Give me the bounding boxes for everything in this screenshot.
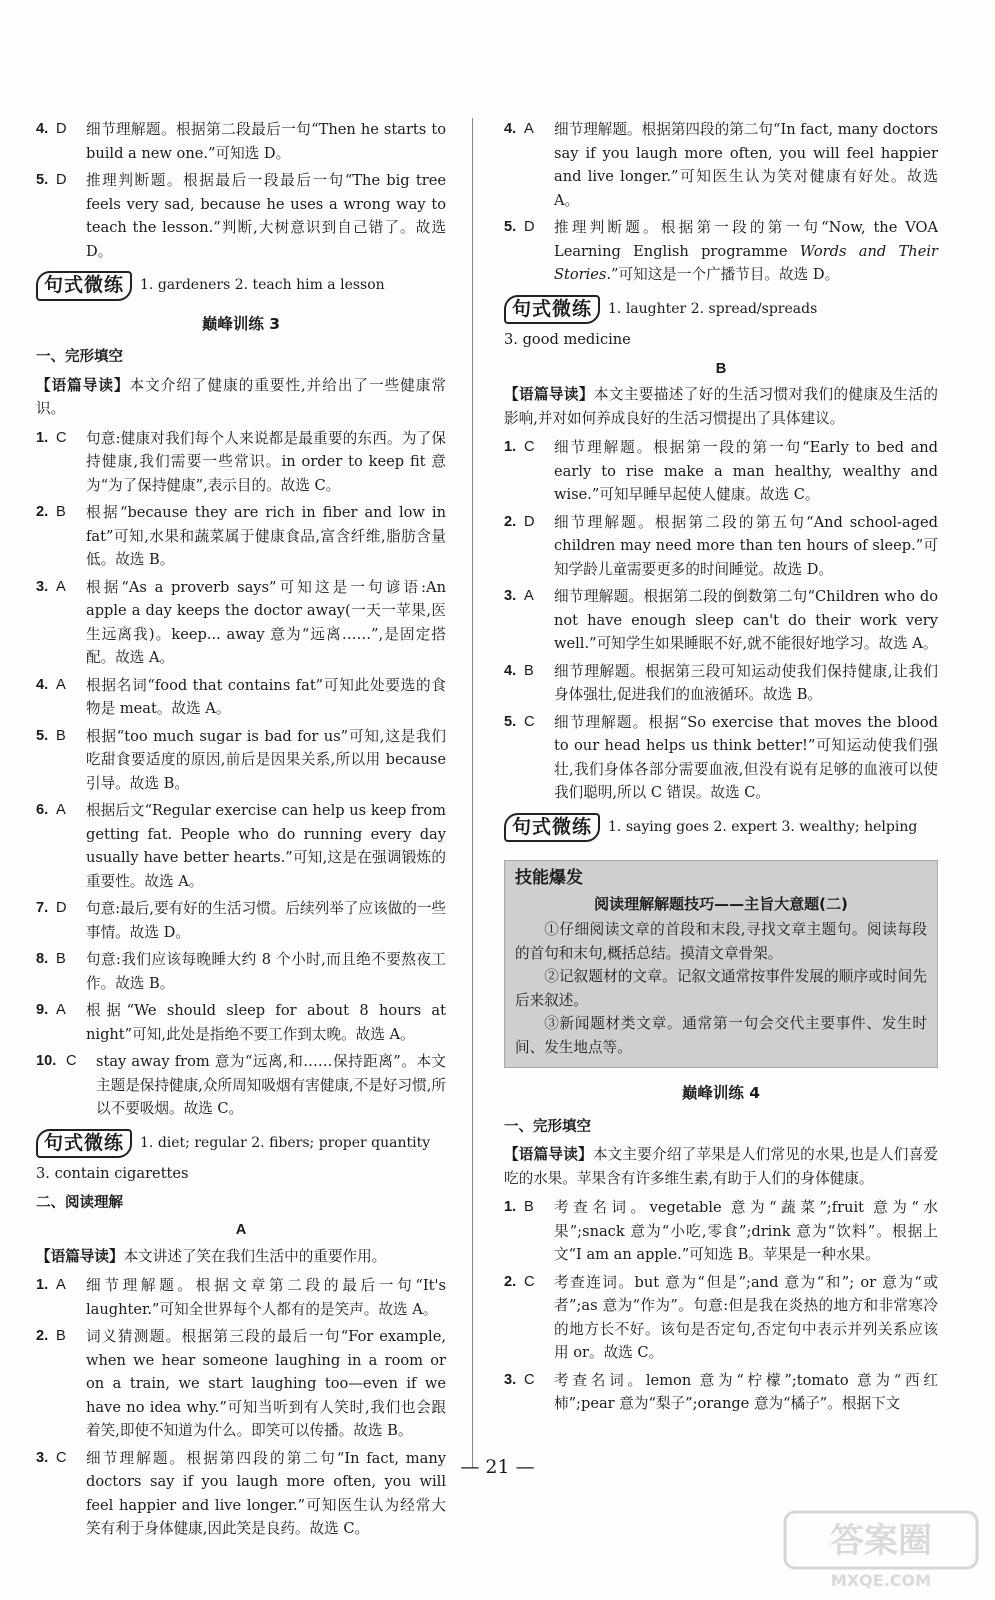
item-answer: C [524, 713, 535, 730]
item-text: 细节理解题。根据“So exercise that moves the blood to our head helps us think better!”可知运动使我们强壮,我们身体各部分需要血液,但没有说有足够的血液可以使我们聪明,所以 C 错误。故选 C。 [554, 713, 938, 801]
part-heading: 一、完形填空 [36, 349, 123, 365]
item-answer: C [524, 1371, 535, 1388]
item-text: 考查名词。vegetable 意为“蔬菜”;fruit 意为“水果”;snack 意为“小吃,零食”;drink 意为“饮料”。根据上文“I am an apple.”可知选 B。苹果是一种水果。 [554, 1199, 938, 1263]
list-item [504, 585, 938, 656]
item-number: 10. [36, 1053, 57, 1069]
column-divider [472, 118, 473, 1468]
item-answer: A [56, 1002, 66, 1018]
guide-text: 本文主要描述了好的生活习惯对我们的健康及生活的影响,并对如何养成良好的生活习惯提出了具体建议。 [504, 386, 938, 427]
item-text: 根据“We should sleep for about 8 hours at night”可知,此处是指绝不要工作到太晚。故选 A。 [86, 1002, 446, 1043]
item-number: 1. [504, 1199, 517, 1215]
passage-letter: A [235, 1222, 247, 1238]
item-answer: D [56, 172, 67, 188]
item-text: 句意:我们应该每晚睡大约 8 个小时,而且绝不要熬夜工作。故选 B。 [86, 951, 446, 992]
guide-label: 【语篇导读】 [36, 1247, 124, 1265]
drill-text: 1. laughter 2. spread/spreads [608, 300, 818, 317]
item-number: 5. [504, 219, 517, 235]
guide-label: 【语篇导读】 [504, 386, 594, 403]
guide-label: 【语篇导读】 [36, 376, 130, 394]
section-title: 巅峰训练 3 [201, 314, 281, 333]
skill-point: ②记叙题材的文章。记叙文通常按事件发展的顺序或时间先后来叙述。 [515, 968, 927, 1009]
list-item [36, 999, 446, 1046]
drill-continuation: 3. contain cigarettes [36, 1165, 189, 1182]
skill-point: ③新闻题材类文章。通常第一句会交代主要事件、发生时间、发生地点等。 [515, 1015, 927, 1056]
drill-tag: 句式微练 [36, 271, 132, 301]
list-item [504, 216, 938, 287]
passage-letter: B [715, 360, 727, 377]
item-number: 3. [36, 1449, 49, 1466]
right-column [504, 118, 938, 1420]
item-answer: D [524, 219, 535, 235]
item-text [554, 216, 938, 287]
item-number: 3. [504, 1371, 517, 1388]
item-answer: D [56, 900, 67, 916]
item-text: 细节理解题。根据文章第二段的最后一句“It's laughter.”可知全世界每个人都有的是笑声。故选 A。 [86, 1277, 446, 1318]
item-text-part: .”可知这是一个广播节目。故选 D。 [606, 266, 840, 283]
part-heading: 二、阅读理解 [36, 1194, 123, 1211]
svg-text:MXQE.COM: MXQE.COM [830, 1571, 932, 1590]
item-number: 7. [36, 900, 49, 916]
item-text: 细节理解题。根据第三段可知运动使我们保持健康,让我们身体强壮,促进我们的血液循环。故选 B。 [554, 662, 938, 703]
item-text: 细节理解题。根据第一段的第一句“Early to bed and early to rise make a man healthy, wealthy and wise.”可知早睡早起使人健康。故选 C。 [554, 439, 938, 503]
list-item [36, 948, 446, 995]
item-text: 细节理解题。根据第四段的第二句“In fact, many doctors say if you laugh more often, you will feel happier and live longer.”可知医生认为经常大笑有利于身体健康,因此笑是良药。故选 C。 [86, 1449, 446, 1537]
item-answer: C [524, 439, 535, 455]
item-text: 推理判断题。根据最后一段最后一句“The big tree feels very sad, because he uses a wrong way to teach the lesson.”判断,大树意识到自己错了。故选 D。 [86, 172, 446, 260]
sentence-drill [504, 295, 938, 325]
list-item [36, 501, 446, 572]
item-number: 2. [36, 1328, 49, 1344]
item-answer: A [56, 1277, 66, 1293]
item-text: 根据“As a proverb says”可知这是一句谚语:An apple a day keeps the doctor away(一天一苹果,医生远离我)。keep... away 意为“远离……”,是固定搭配。故选 A。 [86, 578, 446, 666]
item-answer: B [524, 1199, 534, 1215]
item-text: 句意:健康对我们每个人来说都是最重要的东西。为了保持健康,我们需要一些常识。in order to keep fit 意为“为了保持健康”,表示目的。故选 C。 [86, 429, 446, 494]
list-item [36, 169, 446, 263]
svg-text:答案圈: 答案圈 [830, 1521, 932, 1561]
passage-guide [504, 1143, 938, 1190]
list-item [36, 1050, 446, 1121]
list-item [36, 118, 446, 165]
item-answer: B [56, 727, 66, 744]
drill-text: 1. diet; regular 2. fibers; proper quantity [140, 1134, 431, 1151]
list-item [36, 897, 446, 944]
drill-text: 1. saying goes 2. expert 3. wealthy; helping [608, 818, 918, 835]
item-answer: A [56, 676, 66, 693]
skill-subtitle: 阅读理解解题技巧——主旨大意题(二) [594, 894, 848, 913]
item-answer: C [66, 1053, 77, 1069]
passage-guide [36, 374, 446, 421]
item-number: 9. [36, 1002, 49, 1018]
item-number: 4. [504, 121, 517, 137]
left-column [36, 118, 446, 1545]
item-number: 3. [504, 588, 517, 604]
list-item [504, 118, 938, 212]
item-number: 6. [36, 802, 49, 818]
item-answer: D [56, 121, 67, 137]
drill-tag: 句式微练 [504, 295, 600, 325]
passage-guide [36, 1245, 446, 1269]
item-text: 词义猜测题。根据第三段的最后一句“For example, when we hear someone laughing in a room or on a train, we start laughing too—even if we have no idea why.”可知当听到有人笑时,我们也会跟着笑,即使不知道为什么。即笑可以传播。故选 B。 [86, 1328, 446, 1439]
item-text: 根据名词“food that contains fat”可知此处要选的食物是 meat。故选 A。 [86, 676, 446, 717]
drill-continuation: 3. good medicine [504, 331, 631, 348]
part-heading: 一、完形填空 [504, 1118, 591, 1135]
drill-text: 1. gardeners 2. teach him a lesson [140, 277, 385, 293]
item-number: 2. [36, 504, 49, 520]
item-text: stay away from 意为“远离,和……保持距离”。本文主题是保持健康,众所周知吸烟有害健康,不是好习惯,所以不要吸烟。故选 C。 [96, 1053, 446, 1117]
list-item [504, 436, 938, 507]
list-item [36, 725, 446, 796]
item-number: 3. [36, 578, 49, 595]
item-answer: A [524, 121, 534, 137]
item-answer: A [56, 578, 66, 595]
item-answer: A [524, 588, 534, 604]
drill-tag: 句式微练 [504, 813, 600, 843]
item-number: 5. [504, 713, 517, 730]
drill-tag: 句式微练 [36, 1129, 132, 1159]
item-text: 考查名词。lemon 意为“柠檬”;tomato 意为“西红柿”;pear 意为“梨子”;orange 意为“橘子”。根据下文 [554, 1371, 938, 1412]
skill-point: ①仔细阅读文章的首段和末段,寻找文章主题句。阅读每段的首句和末句,概括总结。摸清文章骨架。 [515, 921, 927, 962]
item-text: 句意:最后,要有好的生活习惯。后续列举了应该做的一些事情。故选 D。 [86, 900, 446, 941]
sentence-drill [504, 813, 938, 843]
item-number: 1. [36, 1277, 49, 1293]
list-item [504, 1369, 938, 1416]
item-number: 4. [36, 676, 49, 693]
passage-guide [504, 383, 938, 430]
item-answer: B [56, 951, 66, 967]
section-title: 巅峰训练 4 [681, 1084, 761, 1102]
item-answer: C [56, 429, 67, 446]
item-text: 细节理解题。根据第二段最后一句“Then he starts to build a new one.”可知选 D。 [86, 121, 446, 162]
item-answer: C [56, 1449, 67, 1466]
sentence-drill [36, 1129, 446, 1159]
sentence-drill [36, 271, 446, 301]
item-number: 2. [504, 1273, 517, 1290]
item-text: 考查连词。but 意为“但是”;and 意为“和”; or 意为“或者”;as 意为“作为”。句意:但是我在炎热的地方和非常寒冷的地方长不好。该句是否定句,否定句中表示并列关系应该用 or。故选 C。 [554, 1273, 938, 1361]
item-answer: B [56, 504, 66, 520]
item-answer: C [524, 1273, 535, 1290]
item-text: 细节理解题。根据第二段的第五句“And school-aged children may need more than ten hours of sleep.”可知学龄儿童需要更多的时间睡觉。故选 D。 [554, 513, 938, 578]
list-item [504, 660, 938, 707]
item-number: 5. [36, 172, 49, 188]
site-watermark-logo [781, 1506, 981, 1592]
list-item [504, 1196, 938, 1267]
item-text: 根据“too much sugar is bad for us”可知,这是我们吃甜食要适度的原因,前后是因果关系,所以用 because 引导。故选 B。 [86, 727, 446, 792]
item-text: 细节理解题。根据第二段的倒数第二句“Children who do not have enough sleep can't do their work very well.”可知学生如果睡眠不好,就不能很好地学习。故选 A。 [554, 588, 938, 652]
item-text-italic: Words and Their Stories [554, 242, 938, 283]
list-item [36, 799, 446, 893]
item-answer: D [524, 513, 535, 530]
item-answer: B [524, 662, 534, 679]
list-item [504, 711, 938, 805]
item-number: 1. [504, 439, 517, 455]
item-number: 4. [36, 121, 49, 137]
list-item [36, 576, 446, 670]
item-number: 4. [504, 662, 517, 679]
list-item [36, 427, 446, 498]
item-number: 5. [36, 727, 49, 744]
item-text: 根据后文“Regular exercise can help us keep from getting fat. People who do running every day usually have better hearts.”可知,这是在强调锻炼的重要性。故选 A。 [86, 802, 446, 890]
guide-text: 本文讲述了笑在我们生活中的重要作用。 [123, 1247, 387, 1265]
list-item [36, 674, 446, 721]
skill-title: 技能爆发 [515, 868, 583, 888]
skill-tips-box [504, 860, 938, 1068]
list-item [504, 1271, 938, 1365]
guide-label: 【语篇导读】 [504, 1146, 593, 1163]
item-answer: A [56, 802, 66, 818]
item-number: 2. [504, 513, 517, 530]
list-item [36, 1325, 446, 1443]
page-number: — 21 — [460, 1456, 535, 1478]
item-text: 根据“because they are rich in fiber and low in fat”可知,水果和蔬菜属于健康食品,富含纤维,脂肪含量低。故选 B。 [86, 504, 446, 568]
guide-text: 本文主要介绍了苹果是人们常见的水果,也是人们喜爱吃的水果。苹果含有许多维生素,有助于人们的身体健康。 [504, 1146, 938, 1187]
list-item [504, 511, 938, 582]
list-item [36, 1274, 446, 1321]
item-number: 1. [36, 429, 49, 446]
item-text-part: 推理判断题。根据第一段的第一句“Now, the VOA Learning English programme [554, 219, 938, 260]
item-answer: B [56, 1328, 66, 1344]
item-number: 8. [36, 951, 49, 967]
item-text: 细节理解题。根据第四段的第二句“In fact, many doctors say if you laugh more often, you will feel happier and live longer.”可知医生认为笑对健康有好处。故选 A。 [554, 121, 938, 209]
guide-text: 本文介绍了健康的重要性,并给出了一些健康常识。 [36, 376, 446, 417]
